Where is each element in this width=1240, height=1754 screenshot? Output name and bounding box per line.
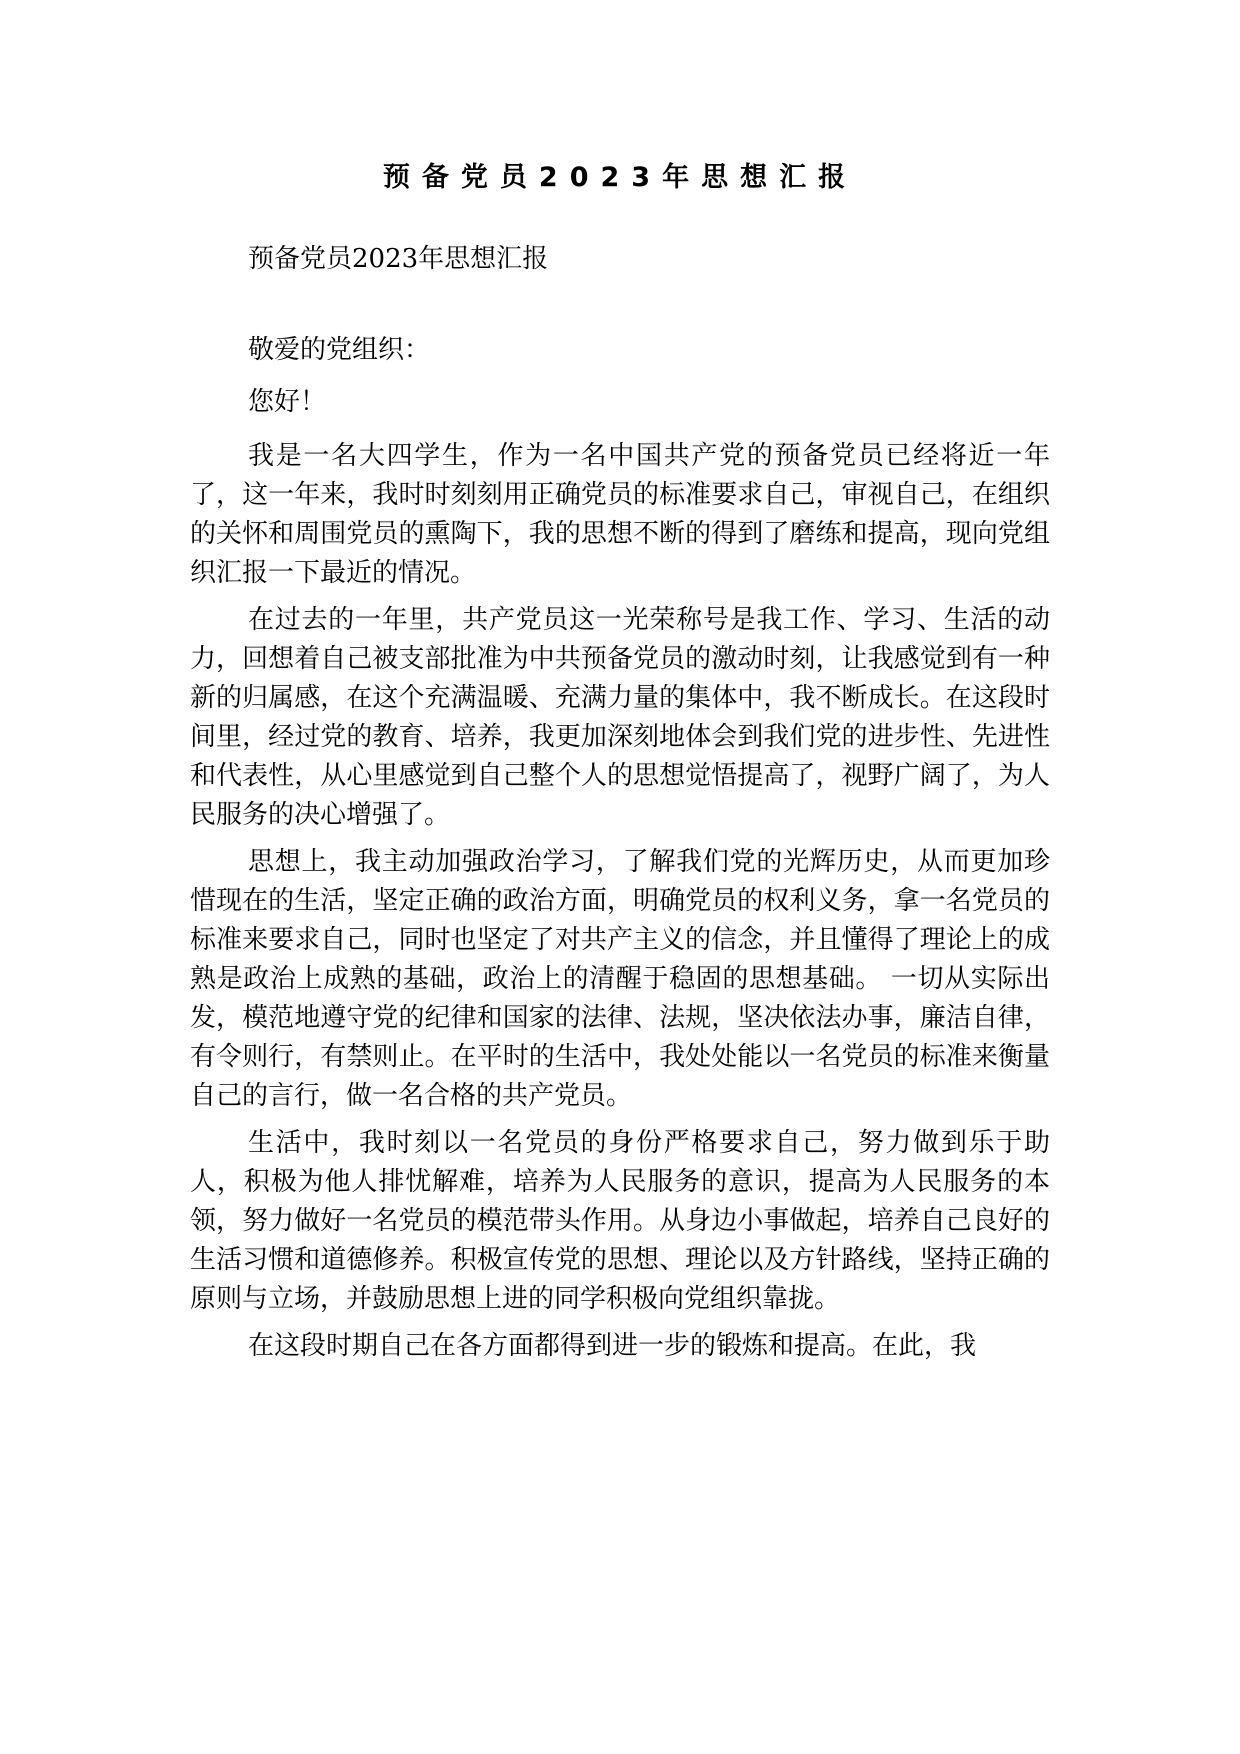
- paragraph-1: 我是一名大四学生，作为一名中国共产党的预备党员已经将近一年了，这一年来，我时时刻刻用正确党员的标准要求自己，审视自己，在组织的关怀和周围党员的熏陶下，我的思想不断的得到了磨练和提高，现向党组织汇报一下最近的情况。: [190, 441, 1050, 588]
- document-subtitle: 预备党员2023年思想汇报: [248, 244, 549, 274]
- greeting: 您好！: [248, 387, 327, 417]
- paragraph-5: 在这段时期自己在各方面都得到进一步的锻炼和提高。在此，我: [248, 1331, 977, 1361]
- document-body: [190, 240, 1050, 1366]
- paragraph-4: 生活中，我时刻以一名党员的身份严格要求自己，努力做到乐于助人，积极为他人排忧解难，培养为人民服务的意识，提高为人民服务的本领，努力做好一名党员的模范带头作用。从身边小事做起，培养自己良好的生活习惯和道德修养。积极宣传党的思想、理论以及方针路线，坚持正确的原则与立场，并鼓励思想上进的同学积极向党组织靠拢。: [190, 1128, 1050, 1314]
- paragraph-3: 思想上，我主动加强政治学习，了解我们党的光辉历史，从而更加珍惜现在的生活，坚定正确的政治方面，明确党员的权利义务，拿一名党员的标准来要求自己，同时也坚定了对共产主义的信念，并且懂得了理论上的成熟是政治上成熟的基础，政治上的清醒于稳固的思想基础。 一切从实际出发，模范地遵守党的纪律和国家的法律、法规，坚决依法办事，廉洁自律，有令则行，有禁则止。在平时的生活中，我处处能以一名党员的标准来衡量自己的言行，做一名合格的共产党员。: [190, 847, 1050, 1111]
- paragraph-2: 在过去的一年里，共产党员这一光荣称号是我工作、学习、生活的动力，回想着自己被支部批准为中共预备党员的激动时刻，让我感觉到有一种新的归属感，在这个充满温暖、充满力量的集体中，我不断成长。在这段时间里，经过党的教育、培养，我更加深刻地体会到我们党的进步性、先进性和代表性，从心里感觉到自己整个人的思想觉悟提高了，视野广阔了，为人民服务的决心增强了。: [190, 605, 1050, 830]
- document-title: 预备党员2023年思想汇报: [382, 162, 858, 193]
- salutation: 敬爱的党组织：: [248, 335, 431, 365]
